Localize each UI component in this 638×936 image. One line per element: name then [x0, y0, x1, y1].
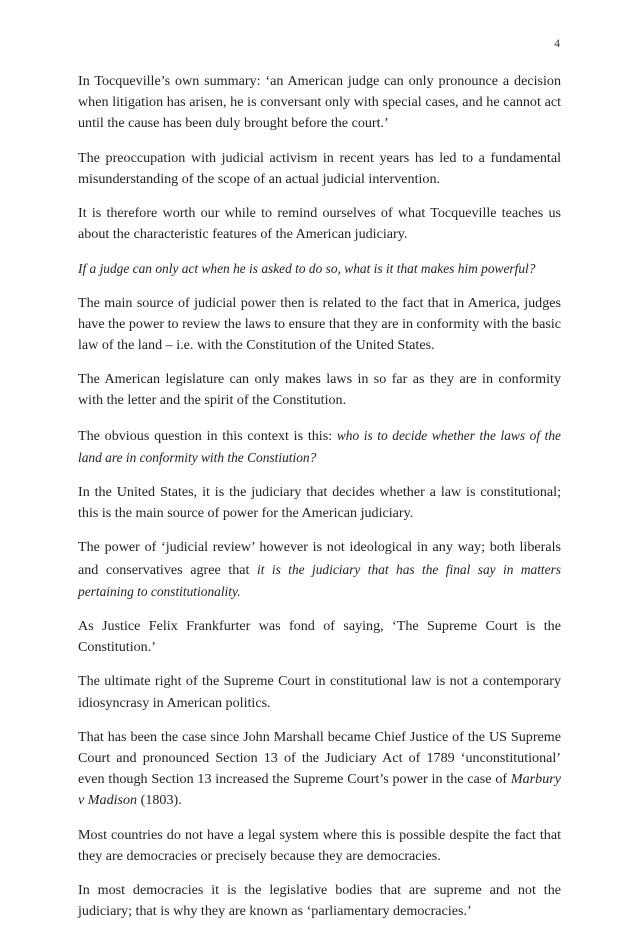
body-text: [78, 71, 561, 936]
paragraph-legislature: The American legislature can only makes laws in so far as they are in conformity with the letter and the spirit of the Constitution.: [78, 371, 561, 409]
paragraph-parliamentary-democracies: In most democracies it is the legislative bodies that are supreme and not the judiciary; that is why they are known as ‘parliamentary democracies.’: [78, 882, 561, 920]
paragraph-tocqueville-summary: In Tocqueville’s own summary: ‘an American judge can only pronounce a decision when litigation has arisen, he is conversant only with special cases, and he cannot act until the cause has been duly brought before the court.’: [78, 73, 561, 132]
paragraph-question: If a judge can only act when he is asked to do so, what is it that makes him powerful?: [78, 261, 536, 277]
paragraph-text: The obvious question in this context is this:: [78, 427, 337, 444]
paragraph-judiciary-decides: In the United States, it is the judiciary that decides whether a law is constitutional; this is the main source of power for the American judiciary.: [78, 484, 561, 522]
paragraph-ultimate-right: The ultimate right of the Supreme Court in constitutional law is not a contemporary idiosyncrasy in American politics.: [78, 673, 561, 711]
paragraph-judicial-activism: The preoccupation with judicial activism in recent years has led to a fundamental misunderstanding of the scope of an actual judicial intervention.: [78, 149, 561, 187]
paragraph-judicial-power-source: The main source of judicial power then is related to the fact that in America, judges have the power to review the laws to ensure that they are in conformity with the basic law of the land – i.e. with the Constitution of the United States.: [78, 294, 561, 354]
case-name: Marbury v Madison: [78, 771, 561, 809]
page-number: 4: [554, 38, 560, 50]
paragraph-obvious-question: [78, 425, 561, 469]
italic-question: who is to decide whether the laws of the land are in conformity with the Constiution?: [78, 427, 561, 465]
italic-emphasis: it is the judiciary that has the final say in matters pertaining to constitutionality.: [78, 561, 561, 599]
paragraph-text-end: (1803).: [137, 792, 182, 809]
paragraph-frankfurter: As Justice Felix Frankfurter was fond of saying, ‘The Supreme Court is the Constitution.’: [78, 618, 561, 656]
paragraph-most-countries: Most countries do not have a legal system where this is possible despite the fact that they are democracies or precisely because they are democracies.: [78, 826, 561, 864]
paragraph-judicial-review: [78, 537, 561, 603]
paragraph-text: The power of ‘judicial review’ however is not ideological in any way; both liberals and conservatives agree that: [78, 539, 561, 578]
paragraph-worth-our-while: It is therefore worth our while to remind ourselves of what Tocqueville teaches us about the characteristic features of the American judiciary.: [78, 205, 561, 243]
paragraph-john-marshall: [78, 727, 561, 812]
paragraph-text: That has been the case since John Marshall became Chief Justice of the US Supreme Court and pronounced Section 13 of the Judiciary Act of 1789 ‘unconstitutional’ even though Section 13 increased the Supreme Court’s power in the case of: [78, 728, 561, 788]
